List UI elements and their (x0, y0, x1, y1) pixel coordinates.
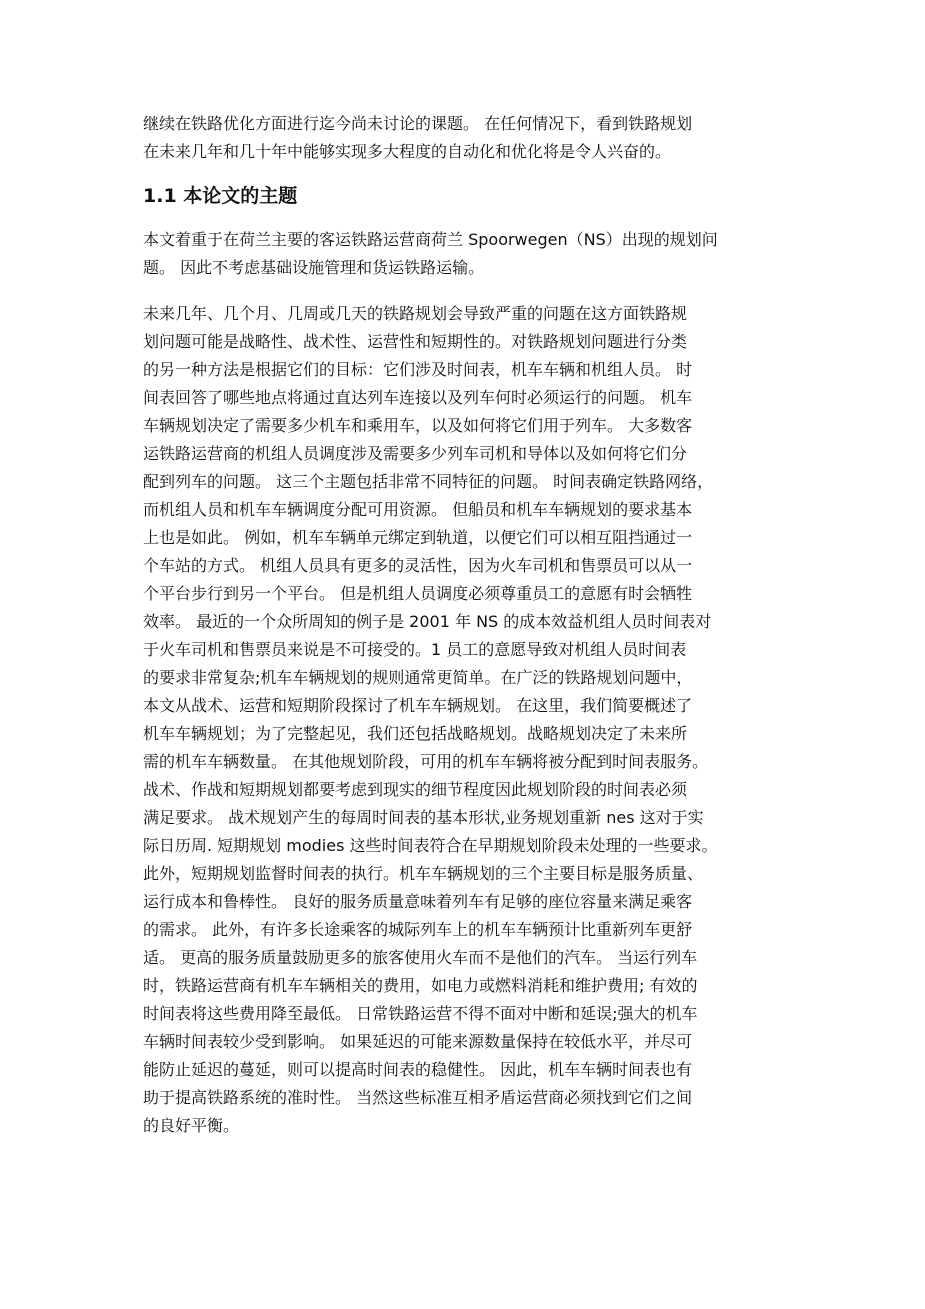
text-line: 上也是如此。 例如，机车车辆单元绑定到轨道，以便它们可以相互阻挡通过一 (143, 528, 693, 547)
text-line: 机车车辆规划；为了完整起见，我们还包括战略规划。战略规划决定了未来所 (143, 724, 688, 743)
text-line: 运行成本和鲁棒性。 良好的服务质量意味着列车有足够的座位容量来满足乘客 (143, 892, 693, 911)
text-line: 个车站的方式。 机组人员具有更多的灵活性，因为火车司机和售票员可以从一 (143, 556, 693, 575)
intro-paragraph (143, 110, 798, 166)
text-line: 配到列车的问题。 这三个主题包括非常不同特征的问题。 时间表确定铁路网络， (143, 472, 714, 491)
section-heading: 1.1 本论文的主题 (143, 185, 298, 207)
spacer (143, 210, 798, 226)
text-line: 未来几年、几个月、几周或几天的铁路规划会导致严重的问题在这方面铁路规 (143, 304, 688, 323)
text-line: 此外，短期规划监督时间表的执行。机车车辆规划的三个主要目标是服务质量、 (143, 864, 704, 883)
text-line: 于火车司机和售票员来说是不可接受的。1 员工的意愿导致对机组人员时间表 (143, 640, 687, 659)
text-line: 能防止延迟的蔓延，则可以提高时间表的稳健性。 因此，机车车辆时间表也有 (143, 1060, 693, 1079)
text-line: 车辆规划决定了需要多少机车和乘用车，以及如何将它们用于列车。 大多数客 (143, 416, 693, 435)
text-line: 继续在铁路优化方面进行迄今尚未讨论的课题。 在任何情况下，看到铁路规划 (143, 114, 693, 133)
text-line: 题。 因此不考虑基础设施管理和货运铁路运输。 (143, 258, 485, 277)
text-line: 适。 更高的服务质量鼓励更多的旅客使用火车而不是他们的汽车。 当运行列车 (143, 948, 698, 967)
text-line: 满足要求。 战术规划产生的每周时间表的基本形状,业务规划重新 nes 这对于实 (143, 808, 704, 827)
text-line: 时间表将这些费用降至最低。 日常铁路运营不得不面对中断和延误;强大的机车 (143, 1004, 698, 1023)
text-line: 效率。 最近的一个众所周知的例子是 2001 年 NS 的成本效益机组人员时间表对 (143, 612, 712, 631)
text-line: 划问题可能是战略性、战术性、运营性和短期性的。对铁路规划问题进行分类 (143, 332, 688, 351)
text-line: 间表回答了哪些地点将通过直达列车连接以及列车何时必须运行的问题。 机车 (143, 388, 693, 407)
text-line: 的另一种方法是根据它们的目标：它们涉及时间表，机车车辆和机组人员。 时 (143, 360, 693, 379)
text-line: 际日历周. 短期规划 modies 这些时间表符合在早期规划阶段未处理的一些要求。 (143, 836, 718, 855)
text-line: 的良好平衡。 (143, 1116, 240, 1135)
text-line: 本文从战术、运营和短期阶段探讨了机车车辆规划。 在这里，我们简要概述了 (143, 696, 693, 715)
paragraph-scope (143, 226, 798, 282)
text-line: 时，铁路运营商有机车车辆相关的费用，如电力或燃料消耗和维护费用; 有效的 (143, 976, 698, 995)
spacer (143, 166, 798, 182)
text-line: 在未来几年和几十年中能够实现多大程度的自动化和优化将是令人兴奋的。 (143, 142, 672, 161)
text-line: 需的机车车辆数量。 在其他规划阶段，可用的机车车辆将被分配到时间表服务。 (143, 752, 709, 771)
text-line: 本文着重于在荷兰主要的客运铁路运营商荷兰 Spoorwegen（NS）出现的规划问 (143, 230, 718, 249)
document-body (143, 110, 798, 1140)
text-line: 车辆时间表较少受到影响。 如果延迟的可能来源数量保持在较低水平，并尽可 (143, 1032, 693, 1051)
text-line: 个平台步行到另一个平台。 但是机组人员调度必须尊重员工的意愿有时会牺牲 (143, 584, 693, 603)
text-line: 的需求。 此外，有许多长途乘客的城际列车上的机车车辆预计比重新列车更舒 (143, 920, 693, 939)
paragraph-planning (143, 300, 798, 1140)
text-line: 而机组人员和机车车辆调度分配可用资源。 但船员和机车车辆规划的要求基本 (143, 500, 693, 519)
text-line: 运铁路运营商的机组人员调度涉及需要多少列车司机和导体以及如何将它们分 (143, 444, 688, 463)
text-line: 助于提高铁路系统的准时性。 当然这些标准互相矛盾运营商必须找到它们之间 (143, 1088, 693, 1107)
text-line: 的要求非常复杂;机车车辆规划的规则通常更简单。在广泛的铁路规划问题中， (143, 668, 693, 687)
text-line: 战术、作战和短期规划都要考虑到现实的细节程度因此规划阶段的时间表必须 (143, 780, 688, 799)
spacer (143, 282, 798, 300)
